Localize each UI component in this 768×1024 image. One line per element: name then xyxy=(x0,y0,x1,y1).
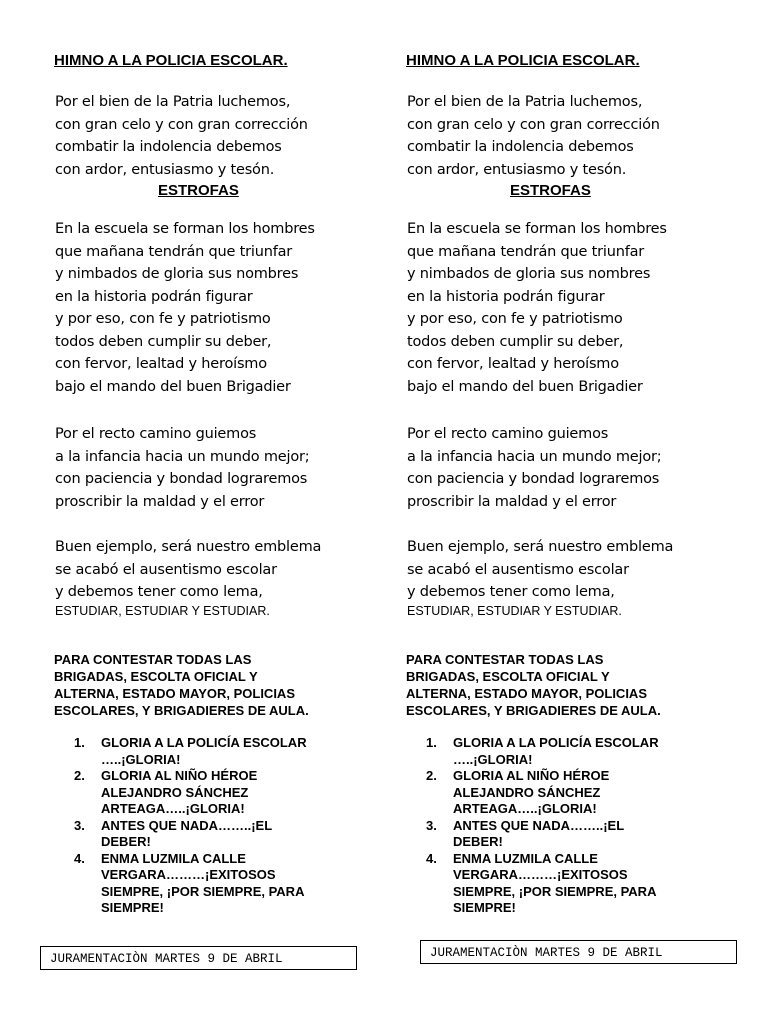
cheer-line: GLORIA A LA POLICÍA ESCOLAR xyxy=(453,735,659,750)
chorus xyxy=(55,91,308,181)
verse-line-caps: ESTUDIAR, ESTUDIAR Y ESTUDIAR. xyxy=(55,603,270,618)
instructions-line: ALTERNA, ESTADO MAYOR, POLICIAS xyxy=(406,686,647,701)
juramentacion-box: JURAMENTACIÒN MARTES 9 DE ABRIL xyxy=(40,946,357,970)
verse-line: Por el bien de la Patria luchemos, xyxy=(55,94,291,110)
verse-line: y nimbados de gloria sus nombres xyxy=(55,266,299,282)
cheer-number: 1. xyxy=(74,735,85,750)
chorus xyxy=(407,91,660,181)
hymn-title: HIMNO A LA POLICIA ESCOLAR. xyxy=(54,52,288,69)
cheer-line: VERGARA………¡EXITOSOS xyxy=(101,867,276,882)
cheer-item xyxy=(74,735,307,768)
instructions xyxy=(54,651,309,719)
cheer-item xyxy=(426,851,659,917)
cheer-line: ARTEAGA…..¡GLORIA! xyxy=(453,801,597,816)
verse-line: a la infancia hacia un mundo mejor; xyxy=(407,448,662,465)
cheers-list xyxy=(426,735,659,917)
instructions-line: PARA CONTESTAR TODAS LAS xyxy=(54,652,252,667)
cheer-line: SIEMPRE, ¡POR SIEMPRE, PARA xyxy=(453,883,657,899)
cheer-line: GLORIA A LA POLICÍA ESCOLAR xyxy=(101,735,307,750)
cheer-line: …..¡GLORIA! xyxy=(453,751,533,767)
cheer-number: 1. xyxy=(426,735,437,750)
verse-line: Buen ejemplo, será nuestro emblema xyxy=(55,539,322,555)
verse-line: que mañana tendrán que triunfar xyxy=(407,243,645,260)
verse-line: con paciencia y bondad lograremos xyxy=(55,471,308,487)
verse-line: bajo el mando del buen Brigadier xyxy=(407,378,643,395)
verse-line: todos deben cumplir su deber, xyxy=(55,333,272,350)
verse-line: En la escuela se forman los hombres xyxy=(55,221,315,237)
cheer-number: 3. xyxy=(426,817,437,833)
stanza-1 xyxy=(55,218,315,398)
stanza-1 xyxy=(407,218,667,398)
verse-line: con gran celo y con gran corrección xyxy=(407,116,660,133)
cheer-item xyxy=(426,818,659,851)
cheer-number: 2. xyxy=(426,768,437,783)
verse-line: con paciencia y bondad lograremos xyxy=(407,471,660,487)
cheer-number: 4. xyxy=(426,850,437,866)
cheer-line: SIEMPRE, ¡POR SIEMPRE, PARA xyxy=(101,883,305,899)
verse-line-caps: ESTUDIAR, ESTUDIAR Y ESTUDIAR. xyxy=(407,603,622,618)
verse-line: Por el bien de la Patria luchemos, xyxy=(407,94,643,110)
verse-line: combatir la indolencia debemos xyxy=(55,139,282,155)
cheer-line: ALEJANDRO SÁNCHEZ xyxy=(101,784,249,800)
cheer-line: GLORIA AL NIÑO HÉROE xyxy=(453,768,610,783)
estrofas-heading: ESTROFAS xyxy=(158,182,239,199)
cheer-line: VERGARA………¡EXITOSOS xyxy=(453,867,628,882)
verse-line: Por el recto camino guiemos xyxy=(407,426,609,442)
verse-line: y debemos tener como lema, xyxy=(407,584,615,600)
verse-line: con ardor, entusiasmo y tesón. xyxy=(55,161,275,178)
cheer-line: DEBER! xyxy=(453,834,503,849)
instructions-line: ESCOLARES, Y BRIGADIERES DE AULA. xyxy=(406,703,661,718)
stanza-2 xyxy=(55,423,309,513)
verse-line: con ardor, entusiasmo y tesón. xyxy=(407,161,627,178)
verse-line: con fervor, lealtad y heroísmo xyxy=(55,356,267,372)
cheer-line: ANTES QUE NADA……..¡EL xyxy=(101,817,273,833)
verse-line: proscribir la maldad y el error xyxy=(407,493,617,510)
verse-line: se acabó el ausentismo escolar xyxy=(55,561,277,578)
cheer-line: ENMA LUZMILA CALLE xyxy=(101,850,246,866)
cheer-line: SIEMPRE! xyxy=(101,900,164,915)
verse-line: proscribir la maldad y el error xyxy=(55,493,265,510)
verse-line: a la infancia hacia un mundo mejor; xyxy=(55,448,310,465)
cheer-line: ARTEAGA…..¡GLORIA! xyxy=(101,801,245,816)
cheer-item xyxy=(74,768,307,818)
cheer-item xyxy=(426,768,659,818)
instructions-line: PARA CONTESTAR TODAS LAS xyxy=(406,652,604,667)
verse-line: bajo el mando del buen Brigadier xyxy=(55,378,291,395)
cheer-number: 2. xyxy=(74,768,85,783)
estrofas-heading: ESTROFAS xyxy=(510,182,591,199)
verse-line: con fervor, lealtad y heroísmo xyxy=(407,356,619,372)
instructions-line: BRIGADAS, ESCOLTA OFICIAL Y xyxy=(54,669,258,684)
verse-line: En la escuela se forman los hombres xyxy=(407,221,667,237)
juramentacion-box: JURAMENTACIÒN MARTES 9 DE ABRIL xyxy=(420,940,737,964)
instructions-line: ESCOLARES, Y BRIGADIERES DE AULA. xyxy=(54,703,309,718)
stanza-2 xyxy=(407,423,661,513)
stanza-3 xyxy=(407,536,673,618)
cheer-item xyxy=(74,818,307,851)
cheer-line: …..¡GLORIA! xyxy=(101,751,181,767)
cheer-line: DEBER! xyxy=(101,834,151,849)
verse-line: y por eso, con fe y patriotismo xyxy=(407,311,623,327)
instructions-line: BRIGADAS, ESCOLTA OFICIAL Y xyxy=(406,669,610,684)
verse-line: en la historia podrán figurar xyxy=(407,288,605,305)
instructions xyxy=(406,651,661,719)
cheer-line: SIEMPRE! xyxy=(453,900,516,915)
verse-line: con gran celo y con gran corrección xyxy=(55,116,308,133)
cheer-item xyxy=(74,851,307,917)
cheer-line: ANTES QUE NADA……..¡EL xyxy=(453,817,625,833)
stanza-3 xyxy=(55,536,321,618)
cheer-line: ALEJANDRO SÁNCHEZ xyxy=(453,784,601,800)
verse-line: Por el recto camino guiemos xyxy=(55,426,257,442)
verse-line: Buen ejemplo, será nuestro emblema xyxy=(407,539,674,555)
cheer-number: 4. xyxy=(74,850,85,866)
verse-line: combatir la indolencia debemos xyxy=(407,139,634,155)
verse-line: todos deben cumplir su deber, xyxy=(407,333,624,350)
cheer-number: 3. xyxy=(74,817,85,833)
verse-line: y por eso, con fe y patriotismo xyxy=(55,311,271,327)
verse-line: se acabó el ausentismo escolar xyxy=(407,561,629,578)
cheer-line: GLORIA AL NIÑO HÉROE xyxy=(101,768,258,783)
verse-line: y debemos tener como lema, xyxy=(55,584,263,600)
cheer-line: ENMA LUZMILA CALLE xyxy=(453,850,598,866)
cheers-list xyxy=(74,735,307,917)
hymn-title: HIMNO A LA POLICIA ESCOLAR. xyxy=(406,52,640,69)
verse-line: en la historia podrán figurar xyxy=(55,288,253,305)
instructions-line: ALTERNA, ESTADO MAYOR, POLICIAS xyxy=(54,686,295,701)
verse-line: que mañana tendrán que triunfar xyxy=(55,243,293,260)
verse-line: y nimbados de gloria sus nombres xyxy=(407,266,651,282)
cheer-item xyxy=(426,735,659,768)
